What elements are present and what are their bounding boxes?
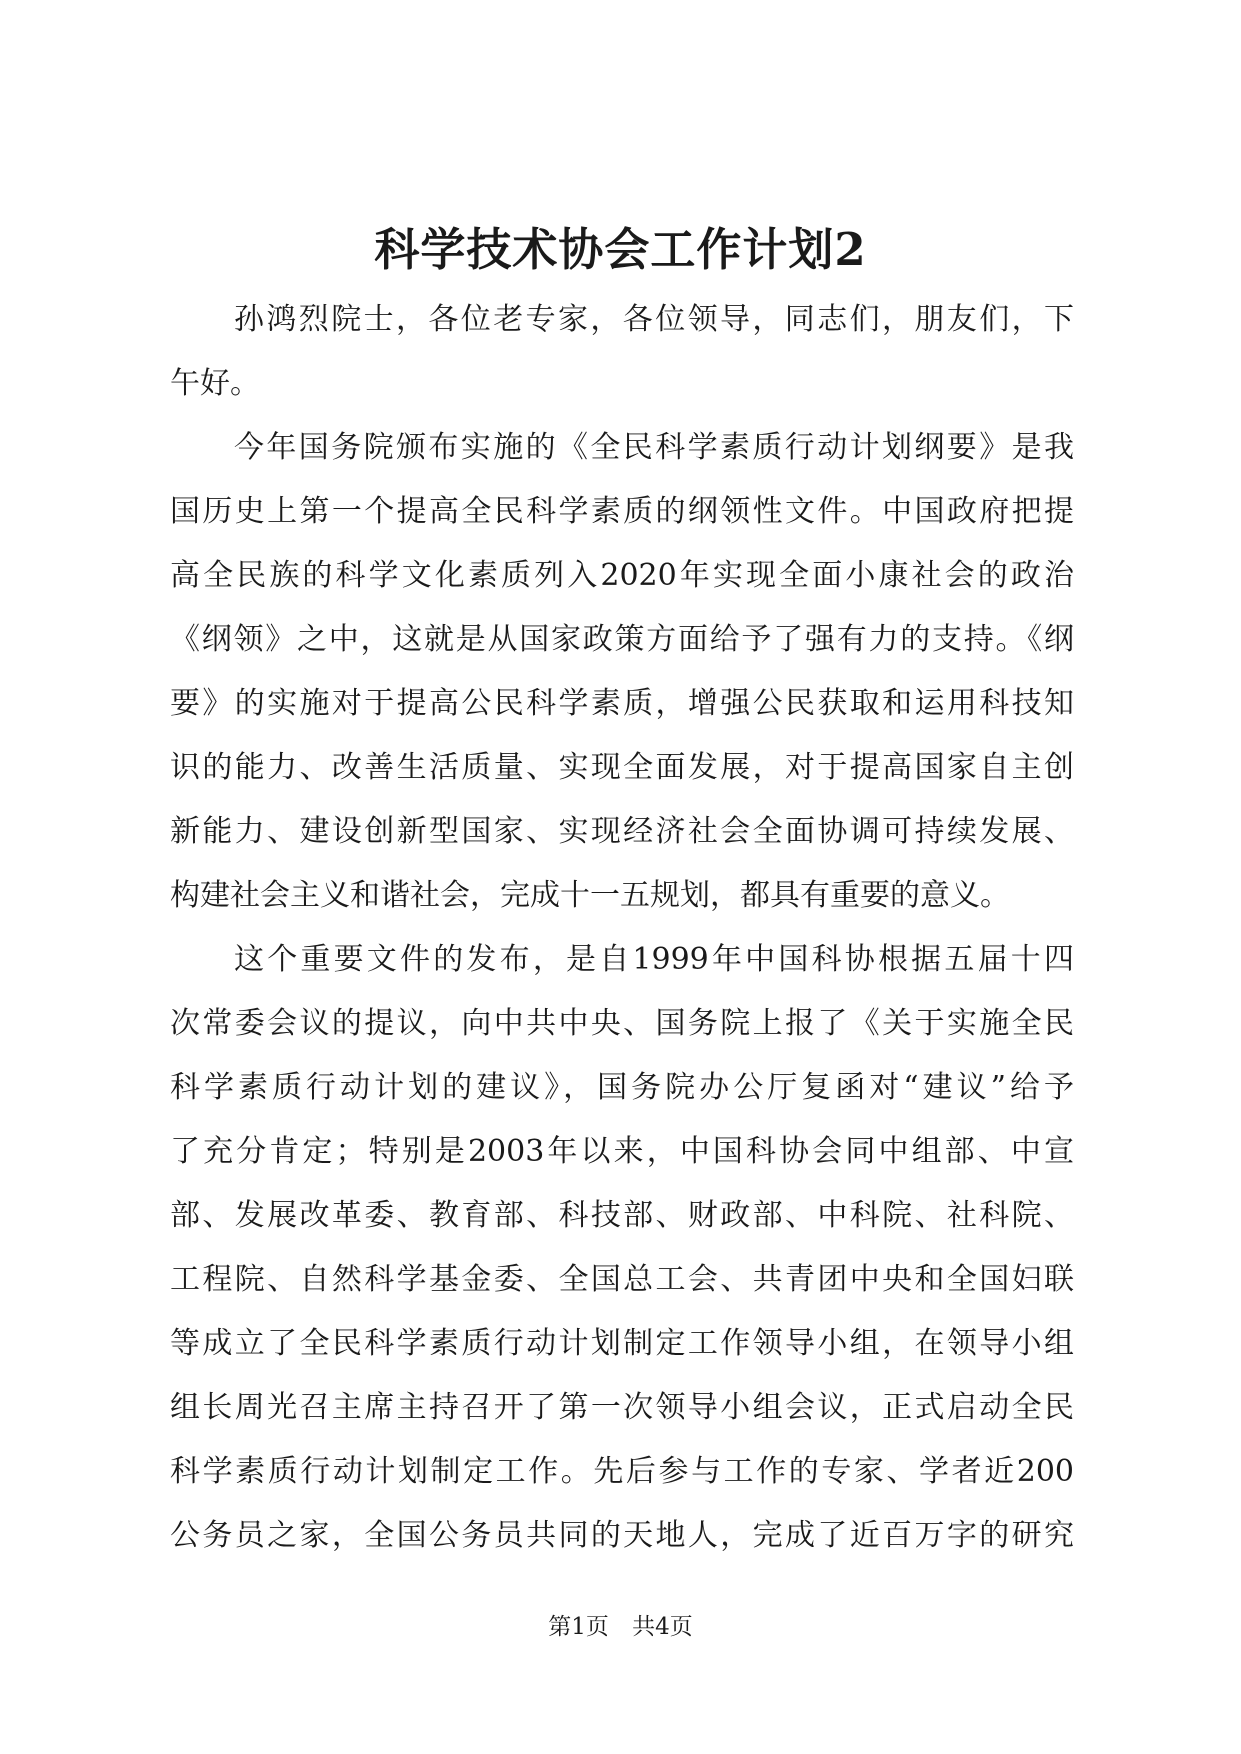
paragraph-1-line: 孙鸿烈院士，各位老专家，各位领导，同志们，朋友们，下 (234, 302, 1074, 337)
paragraph-3-line: 工程院、自然科学基金委、全国总工会、共青团中央和全国妇联 (170, 1262, 1074, 1297)
paragraph-2-line: 要》的实施对于提高公民科学素质，增强公民获取和运用科技知 (170, 686, 1074, 721)
paragraph-2-line: 国历史上第一个提高全民科学素质的纲领性文件。中国政府把提 (170, 494, 1074, 529)
page-footer (0, 1612, 1241, 1642)
paragraph-2-line: 识的能力、改善生活质量、实现全面发展，对于提高国家自主创 (170, 750, 1074, 785)
paragraph-3-line: 科学素质行动计划的建议》，国务院办公厅复函对“建议”给予 (170, 1070, 1074, 1105)
document-body (170, 288, 1074, 1568)
paragraph-3-line: 公务员之家，全国公务员共同的天地人，完成了近百万字的研究 (170, 1518, 1074, 1553)
paragraph-3-line: 这个重要文件的发布，是自1999年中国科协根据五届十四 (234, 942, 1074, 977)
paragraph-3-line: 了充分肯定；特别是2003年以来，中国科协会同中组部、中宣 (170, 1134, 1074, 1169)
page-number-total: 共4页 (632, 1614, 693, 1640)
document-title: 科学技术协会工作计划2 (374, 223, 867, 276)
paragraph-3-line: 组长周光召主席主持召开了第一次领导小组会议，正式启动全民 (170, 1390, 1074, 1425)
paragraph-3-line: 等成立了全民科学素质行动计划制定工作领导小组，在领导小组 (170, 1326, 1074, 1361)
paragraph-2-line: 构建社会主义和谐社会，完成十一五规划，都具有重要的意义。 (170, 878, 1010, 913)
paragraph-2-line: 《纲领》之中，这就是从国家政策方面给予了强有力的支持。《纲 (170, 622, 1074, 657)
paragraph-3-line: 次常委会议的提议，向中共中央、国务院上报了《关于实施全民 (170, 1006, 1074, 1041)
paragraph-2-line: 高全民族的科学文化素质列入2020年实现全面小康社会的政治 (170, 558, 1074, 593)
paragraph-2-line: 新能力、建设创新型国家、实现经济社会全面协调可持续发展、 (170, 814, 1074, 849)
paragraph-1-line: 午好。 (170, 366, 260, 401)
page-number-current: 第1页 (548, 1614, 609, 1640)
paragraph-3-line: 科学素质行动计划制定工作。先后参与工作的专家、学者近200 (170, 1454, 1074, 1489)
paragraph-2-line: 今年国务院颁布实施的《全民科学素质行动计划纲要》是我 (234, 430, 1074, 465)
paragraph-3-line: 部、发展改革委、教育部、科技部、财政部、中科院、社科院、 (170, 1198, 1074, 1233)
